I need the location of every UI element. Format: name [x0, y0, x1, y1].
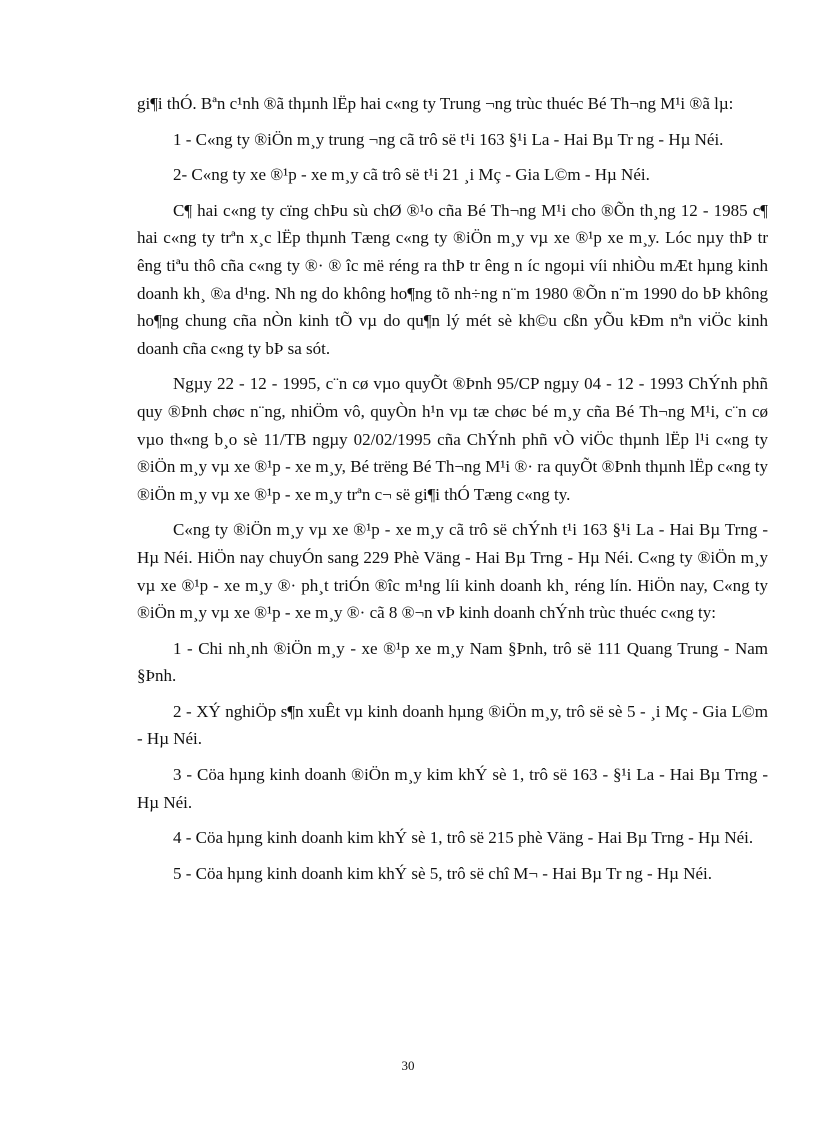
list-item: 2 - XÝ nghiÖp s¶n xuÊt vµ kinh doanh hµng ®iÖn m¸y, trô së sè 5 - ¸i Mç - Gia L©m - Hµ Néi. — [137, 701, 768, 749]
paragraph: C¶ hai c«ng ty cïng chÞu sù chØ ®¹o cña Bé Th¬ng M¹i cho ®Õn th¸ng 12 - 1985 c¶ hai c«ng ty trªn x¸c lËp thµnh Tæng c«ng ty ®iÖn m¸y vµ xe ®¹p xe m¸y. Lóc nµy thÞ tr êng tiªu thô cña c«ng ty ®· ® îc më réng ra thÞ tr êng n íc ngoµi víi nhiÒu mÆt hµng kinh doanh kh¸ ®a d¹ng. Nh ng do không ho¶ng tõ nh÷ng n¨m 1980 ®Õn n¨m 1990 do bÞ không ho¶ng chung cña nÒn kinh tÕ vµ do qu¶n lý mét sè kh©u cßn yÕu kÐm nªn viÖc kinh doanh cña c«ng ty bÞ sa sót. — [137, 200, 768, 358]
paragraph: C«ng ty ®iÖn m¸y vµ xe ®¹p - xe m¸y cã trô së chÝnh t¹i 163 §¹i La - Hai Bµ Trng - Hµ Néi. HiÖn nay chuyÓn sang 229 Phè Väng - Hai Bµ Trng - Hµ Néi. C«ng ty ®iÖn m¸y vµ xe ®¹p - xe m¸y ®· ph¸t triÓn ®îc m¹ng líi kinh doanh kh¸ réng lín. HiÖn nay, C«ng ty ®iÖn m¸y vµ xe ®¹p - xe m¸y ®· cã 8 ®¬n vÞ kinh doanh chÝnh trùc thuéc c«ng ty: — [137, 520, 768, 623]
paragraph: gi¶i thÓ. Bªn c¹nh ®ã thµnh lËp hai c«ng ty Trung ¬ng trùc thuéc Bé Th¬ng M¹i ®ã lµ: — [137, 94, 734, 113]
list-item: 1 - Chi nh¸nh ®iÖn m¸y - xe ®¹p xe m¸y Nam §Þnh, trô së 111 Quang Trung - Nam §Þnh. — [137, 638, 768, 686]
page-number: 30 — [401, 1058, 415, 1073]
list-item: 2- C«ng ty xe ®¹p - xe m¸y cã trô së t¹i 21 ¸i Mç - Gia L©m - Hµ Néi. — [173, 165, 650, 185]
list-item: 5 - Cöa hµng kinh doanh kim khÝ sè 5, trô së chî M¬ - Hai Bµ Tr ng - Hµ Néi. — [173, 863, 713, 883]
list-item: 3 - Cöa hµng kinh doanh ®iÖn m¸y kim khÝ sè 1, trô së 163 - §¹i La - Hai Bµ Trng - Hµ Néi. — [137, 765, 768, 812]
list-item: 4 - Cöa hµng kinh doanh kim khÝ sè 1, trô së 215 phè Väng - Hai Bµ Trng - Hµ Néi. — [173, 828, 754, 848]
list-item: 1 - C«ng ty ®iÖn m¸y trung ¬ng cã trô së t¹i 163 §¹i La - Hai Bµ Tr ng - Hµ Néi. — [173, 129, 724, 149]
paragraph: Ngµy 22 - 12 - 1995, c¨n cø vµo quyÕt ®Þnh 95/CP ngµy 04 - 12 - 1993 ChÝnh phñ quy ®Þnh chøc n¨ng, nhiÖm vô, quyÒn h¹n vµ tæ chøc bé m¸y cña Bé Th¬ng M¹i, c¨n cø vµo th«ng b¸o sè 11/TB ngµy 02/02/1995 cña ChÝnh phñ vÒ viÖc thµnh lËp l¹i c«ng ty ®iÖn m¸y vµ xe ®¹p - xe m¸y, Bé trëng Bé Th¬ng M¹i ®· ra quyÕt ®Þnh thµnh lËp c«ng ty ®iÖn m¸y vµ xe ®¹p - xe m¸y trªn c¬ së gi¶i thÓ Tæng c«ng ty. — [137, 374, 768, 504]
